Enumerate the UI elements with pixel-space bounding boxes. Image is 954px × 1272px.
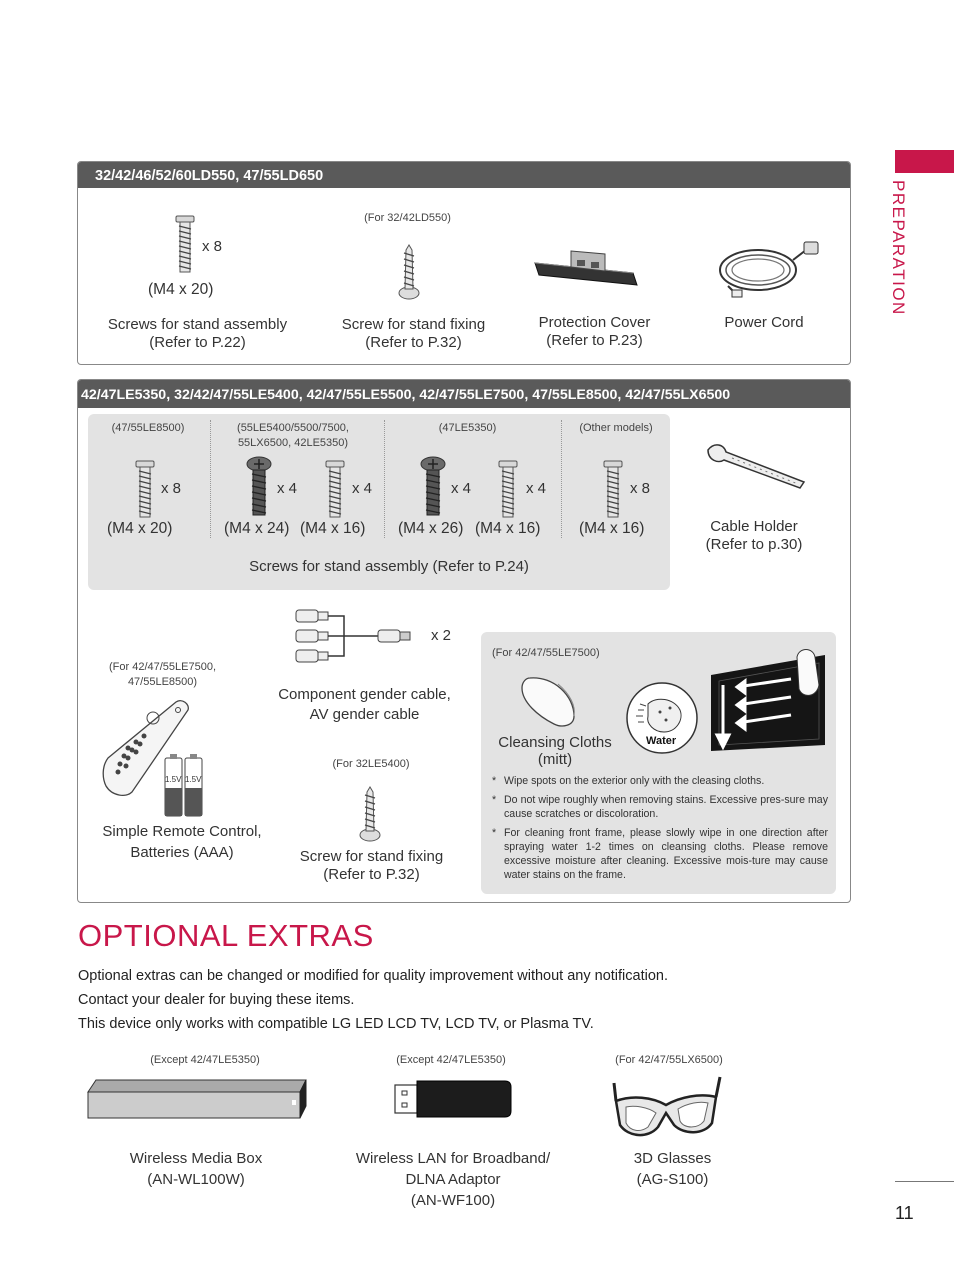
caption-remote: Simple Remote Control, Batteries (AAA) (102, 823, 262, 861)
3d-glasses-icon (612, 1073, 724, 1143)
cleaning-note: * Wipe spots on the exterior only with the cleasing cloths. (492, 775, 765, 787)
dark-screw-icon (242, 456, 276, 520)
cleansing-cloth-icon (518, 674, 580, 730)
optional-extras-title: OPTIONAL EXTRAS (78, 918, 374, 953)
screw-quantity: x 4 (526, 480, 547, 497)
cable-quantity: x 2 (431, 627, 452, 644)
protection-cover-icon (533, 245, 641, 287)
screw-quantity: x 8 (202, 238, 223, 255)
cleaning-note: * Do not wipe roughly when removing stains. Excessive pres-sure may cause scratches or discoloration. (492, 794, 828, 820)
screw-icon (170, 214, 200, 284)
model-note: (Other models) (579, 422, 653, 434)
caption-screws-stand: Screws for stand assembly (Refer to P.22) (107, 316, 288, 351)
screw-quantity: x 8 (161, 480, 182, 497)
model-note: (For 32/42LD550) (364, 212, 451, 224)
screw-quantity: x 8 (630, 480, 651, 497)
screw-quantity: x 4 (352, 480, 373, 497)
dark-screw-icon (416, 456, 450, 520)
box-header: 32/42/46/52/60LD550, 47/55LD650 (78, 162, 850, 188)
model-note: (47LE5350) (438, 422, 497, 434)
power-cord-icon (708, 236, 823, 298)
caption-wireless-lan-adaptor: Wireless LAN for Broadband/ DLNA Adaptor (AN-WF100) (355, 1150, 551, 1209)
box-header: 42/47LE5350, 32/42/47/55LE5400, 42/47/55LE5500, 42/47/55LE7500, 47/55LE8500, 42/47/55LX6500 (78, 380, 850, 408)
fixing-screw-icon (396, 243, 422, 301)
battery-label: 1.5V (185, 775, 202, 784)
page-number: 11 (895, 1203, 914, 1223)
model-note: (47/55LE8500) (111, 422, 185, 434)
model-note: (For 42/47/55LX6500) (615, 1054, 723, 1066)
screw-quantity: x 4 (451, 480, 472, 497)
screw-spec: (M4 x 20) (148, 281, 214, 298)
screw-icon (320, 459, 350, 523)
optional-text: Contact your dealer for buying these items. (78, 992, 355, 1008)
separator (561, 420, 562, 538)
screw-icon (493, 459, 523, 523)
screw-spec: (M4 x 26) (398, 520, 464, 537)
cleaning-note: * For cleaning front frame, please slowly wipe in one direction after spraying water 1-2 times on cleansing cloths. Please remove excessive moisture after cleaning. Excessive mois-ture may cause water stains on the frame. (492, 827, 828, 881)
screw-quantity: x 4 (277, 480, 298, 497)
caption-screws-stand-assembly: Screws for stand assembly (Refer to P.24) (249, 558, 529, 575)
battery-label: 1.5V (165, 775, 182, 784)
caption-protection-cover: Protection Cover (Refer to P.23) (538, 314, 651, 349)
wireless-media-box-icon (86, 1078, 311, 1122)
caption-cleansing-cloth: Cleansing Cloths (mitt) (498, 734, 612, 768)
screw-spec: (M4 x 20) (107, 520, 173, 537)
wiping-frame-icon (707, 645, 830, 755)
wireless-lan-adaptor-icon (393, 1079, 513, 1119)
model-note: (For 32LE5400) (332, 758, 410, 770)
model-note: (For 42/47/55LE7500) (492, 647, 600, 659)
caption-screw-fixing: Screw for stand fixing (Refer to P.32) (299, 848, 444, 883)
model-note: (55LE5400/5500/7500, 55LX6500, 42LE5350) (237, 422, 349, 449)
section-label: PREPARATION (889, 180, 908, 316)
water-label: Water (646, 735, 677, 747)
batteries-icon (163, 752, 205, 818)
separator (210, 420, 211, 538)
model-note: (For 42/47/55LE7500, 47/55LE8500) (108, 661, 217, 688)
screw-icon (130, 459, 160, 523)
footer-rule (895, 1181, 954, 1182)
caption-power-cord: Power Cord (724, 314, 804, 331)
model-note: (Except 42/47LE5350) (150, 1054, 260, 1066)
optional-text: This device only works with compatible LG LED LCD TV, LCD TV, or Plasma TV. (78, 1016, 594, 1032)
screw-spec: (M4 x 16) (475, 520, 541, 537)
cable-holder-icon (700, 440, 810, 490)
caption-wireless-media-box: Wireless Media Box (AN-WL100W) (129, 1150, 263, 1188)
optional-text: Optional extras can be changed or modified for quality improvement without any notification. (78, 968, 668, 984)
gender-cable-icon (292, 608, 428, 668)
section-tab-marker (895, 150, 954, 173)
caption-3d-glasses: 3D Glasses (AG-S100) (633, 1150, 712, 1188)
caption-gender-cable: Component gender cable, AV gender cable (278, 686, 451, 723)
fixing-screw-icon (357, 785, 383, 843)
caption-cable-holder: Cable Holder (Refer to p.30) (705, 518, 803, 553)
screw-spec: (M4 x 16) (300, 520, 366, 537)
separator (384, 420, 385, 538)
model-note: (Except 42/47LE5350) (396, 1054, 506, 1066)
screw-spec: (M4 x 24) (224, 520, 290, 537)
screw-spec: (M4 x 16) (579, 520, 645, 537)
caption-screw-fixing: Screw for stand fixing (Refer to P.32) (341, 316, 486, 351)
screw-icon (598, 459, 628, 523)
